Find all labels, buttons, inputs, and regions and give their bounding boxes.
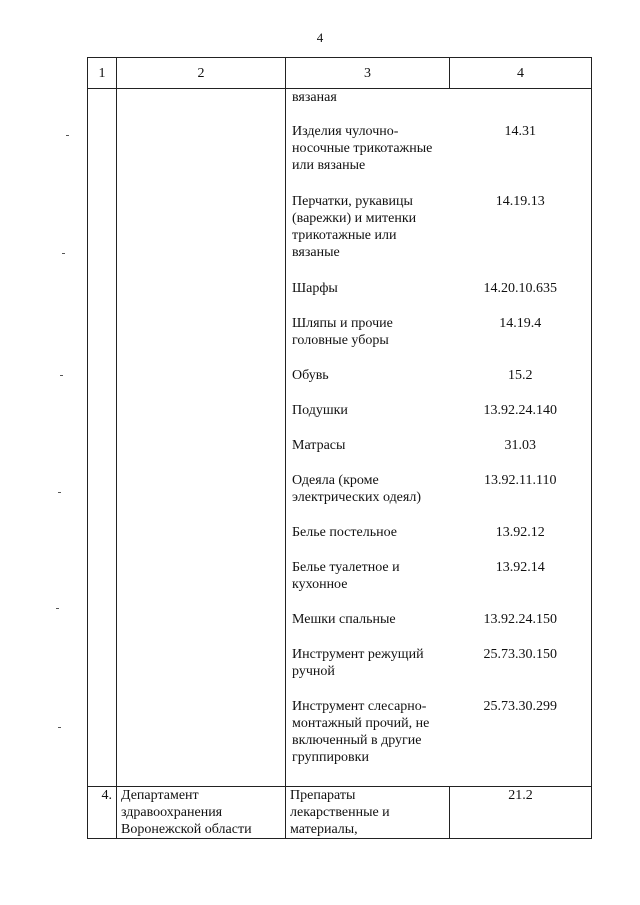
scan-mark <box>62 253 65 254</box>
product-item-name: Инструмент слесарно-монтажный прочий, не включенный в другие группировки <box>292 699 430 765</box>
product-item <box>286 611 591 628</box>
column-header-4: 4 <box>450 58 592 89</box>
column-header-3: 3 <box>286 58 450 89</box>
table-header-row <box>88 58 592 89</box>
product-item-code: 14.19.13 <box>495 194 545 209</box>
product-item-name: Изделия чулочно-носочные трикотажные или вязаные <box>292 124 433 173</box>
product-item-code: 25.73.30.299 <box>483 699 557 714</box>
product-item <box>286 698 591 766</box>
product-item <box>286 193 591 261</box>
page-number: 4 <box>316 30 324 45</box>
product-item <box>286 646 591 680</box>
product-item <box>286 123 591 174</box>
product-item-name: Шляпы и прочие головные уборы <box>292 316 393 348</box>
product-item-code: 13.92.12 <box>495 525 545 540</box>
product-item-name: вязаная <box>292 90 337 105</box>
product-item-code: 13.92.11.110 <box>484 473 557 488</box>
product-item-name: Матрасы <box>292 438 346 453</box>
product-item-code: 25.73.30.150 <box>483 647 557 662</box>
column-header-1: 1 <box>88 58 117 89</box>
product-item-code: 13.92.24.140 <box>483 403 557 418</box>
department-cell-empty <box>117 89 286 787</box>
row-number: 4. <box>88 787 117 839</box>
product-item-name: Белье постельное <box>292 525 397 540</box>
product-item <box>286 367 591 384</box>
product-item-code: 31.03 <box>504 438 536 453</box>
product-item <box>286 472 591 506</box>
document-table <box>87 57 592 839</box>
product-list <box>286 89 591 786</box>
product-item <box>286 315 591 349</box>
product-item-code: 13.92.24.150 <box>483 612 557 627</box>
product-item-name: Шарфы <box>292 281 338 296</box>
okpd-code: 21.2 <box>450 787 592 839</box>
product-item-code: 15.2 <box>507 368 533 383</box>
product-item-code: 14.20.10.635 <box>483 281 557 296</box>
column-header-2: 2 <box>117 58 286 89</box>
number-cell-empty <box>88 89 117 787</box>
scan-mark <box>60 375 63 376</box>
products-list-cell <box>286 89 592 787</box>
product-item-name: Одеяла (кроме электрических одеял) <box>292 473 421 505</box>
scan-mark <box>66 135 69 136</box>
table-row-continuation <box>88 89 592 787</box>
table-row-4 <box>88 787 592 839</box>
product-item <box>286 559 591 593</box>
product-item-name: Обувь <box>292 368 329 383</box>
product-item-name: Подушки <box>292 403 348 418</box>
product-item <box>286 280 591 297</box>
product-item <box>286 437 591 454</box>
product-item-name: Мешки спальные <box>292 612 396 627</box>
product-item-code: 14.31 <box>504 124 536 139</box>
department-name: Департамент здравоохранения Воронежской области <box>117 787 286 839</box>
product-item-name: Белье туалетное и кухонное <box>292 560 400 592</box>
product-item-code: 13.92.14 <box>495 560 545 575</box>
scan-mark <box>58 727 61 728</box>
scan-mark <box>58 492 61 493</box>
product-item-code: 14.19.4 <box>499 316 542 331</box>
product-item-name: Инструмент режущий ручной <box>292 647 424 679</box>
product-item <box>286 402 591 419</box>
product-item-name: Перчатки, рукавицы (варежки) и митенки трикотажные или вязаные <box>292 194 417 260</box>
scan-mark <box>56 608 59 609</box>
product-item <box>286 89 591 106</box>
product-item <box>286 524 591 541</box>
list-bottom-spacer <box>286 766 591 786</box>
product-name: Препараты лекарственные и материалы, <box>286 787 450 839</box>
